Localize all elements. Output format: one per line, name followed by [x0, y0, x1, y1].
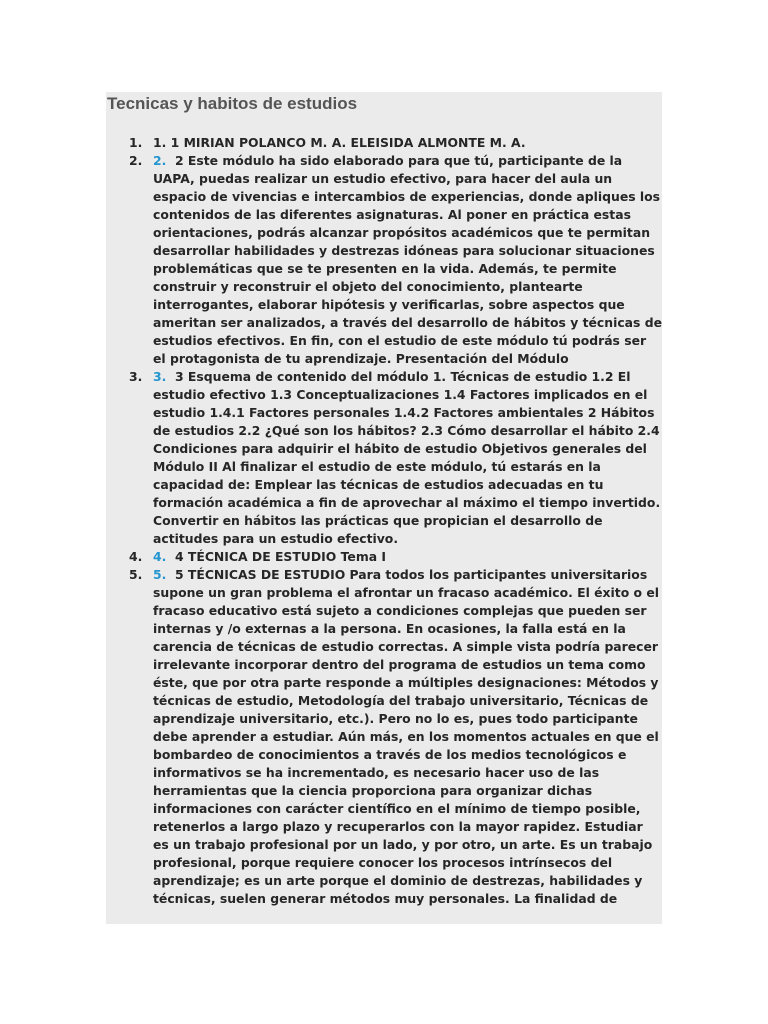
list-item-3 — [107, 368, 662, 548]
document-title: Tecnicas y habitos de estudios — [107, 94, 358, 113]
list-item-4 — [107, 548, 662, 566]
item-number: 5. — [129, 567, 143, 582]
item-text: 4 TÉCNICA DE ESTUDIO Tema I — [174, 549, 387, 564]
list-item-5 — [107, 566, 662, 908]
document-page — [106, 92, 662, 924]
item-text: 3 Esquema de contenido del módulo 1. Técnicas de estudio 1.2 El estudio efectivo 1.3 Conceptualizaciones 1.4 Factores implicados en el estudio 1.4.1 Factores personales 1.4.2 Factores ambientales 2 Hábitos de estudios 2.2 ¿Qué son los hábitos? 2.3 Cómo desarrollar el hábito 2.4 Condiciones para adquirir el hábito de estudio Objetivos generales del Módulo II Al finalizar el estudio de este módulo, tú estarás en la capacidad de: Emplear las técnicas de estudios adecuadas en tu formación académica a fin de aprovechar al máximo el tiempo invertido. Convertir en hábitos las prácticas que propician el desarrollo de actitudes para un estudio efectivo. — [153, 369, 661, 546]
slide-list — [107, 134, 662, 908]
item-text: 5 TÉCNICAS DE ESTUDIO Para todos los participantes universitarios supone un gran problema el afrontar un fracaso académico. El éxito o el fracaso educativo está sujeto a condiciones complejas que pueden ser internas y /o externas a la persona. En ocasiones, la falla está en la carencia de técnicas de estudio correctas. A simple vista podría parecer irrelevante incorporar dentro del programa de estudios un tema como éste, que por otra parte responde a múltiples designaciones: Métodos y técnicas de estudio, Metodología del trabajo universitario, Técnicas de aprendizaje universitario, etc.). Pero no lo es, pues todo participante debe aprender a estudiar. Aún más, en los momentos actuales en que el bombardeo de conocimientos a través de los medios tecnológicos e informativos se ha incrementado, es necesario hacer uso de las herramientas que la ciencia proporciona para organizar dichas informaciones con carácter científico en el mínimo de tiempo posible, retenerlos a largo plazo y recuperarlos con la mayor rapidez. Estudiar es un trabajo profesional por un lado, y por otro, un arte. Es un trabajo profesional, porque requiere conocer los procesos intrínsecos del aprendizaje; es un arte porque el dominio de destrezas, habilidades y técnicas, suelen generar métodos muy personales. La finalidad de — [153, 567, 660, 906]
item-number: 3. — [129, 369, 143, 384]
item-text: 1. 1 MIRIAN POLANCO M. A. ELEISIDA ALMONTE M. A. — [153, 135, 526, 150]
item-number: 1. — [129, 135, 143, 150]
list-item-2 — [107, 152, 662, 368]
item-number: 4. — [129, 549, 143, 564]
slide-link-3[interactable]: 3. — [153, 369, 167, 384]
list-item-1 — [107, 134, 662, 152]
slide-link-2[interactable]: 2. — [153, 153, 167, 168]
slide-link-4[interactable]: 4. — [153, 549, 167, 564]
item-text: 2 Este módulo ha sido elaborado para que tú, participante de la UAPA, puedas realizar un estudio efectivo, para hacer del aula un espacio de vivencias e intercambios de experiencias, donde apliques los contenidos de las diferentes asignaturas. Al poner en práctica estas orientaciones, podrás alcanzar propósitos académicos que te permitan desarrollar habilidades y destrezas idóneas para solucionar situaciones problemáticas que se te presenten en la vida. Además, te permite construir y reconstruir el objeto del conocimiento, plantearte interrogantes, elaborar hipótesis y verificarlas, sobre aspectos que ameritan ser analizados, a través del desarrollo de hábitos y técnicas de estudios efectivos. En fin, con el estudio de este módulo tú podrás ser el protagonista de tu aprendizaje. Presentación del Módulo — [153, 153, 662, 366]
item-number: 2. — [129, 153, 143, 168]
slide-link-5[interactable]: 5. — [153, 567, 167, 582]
